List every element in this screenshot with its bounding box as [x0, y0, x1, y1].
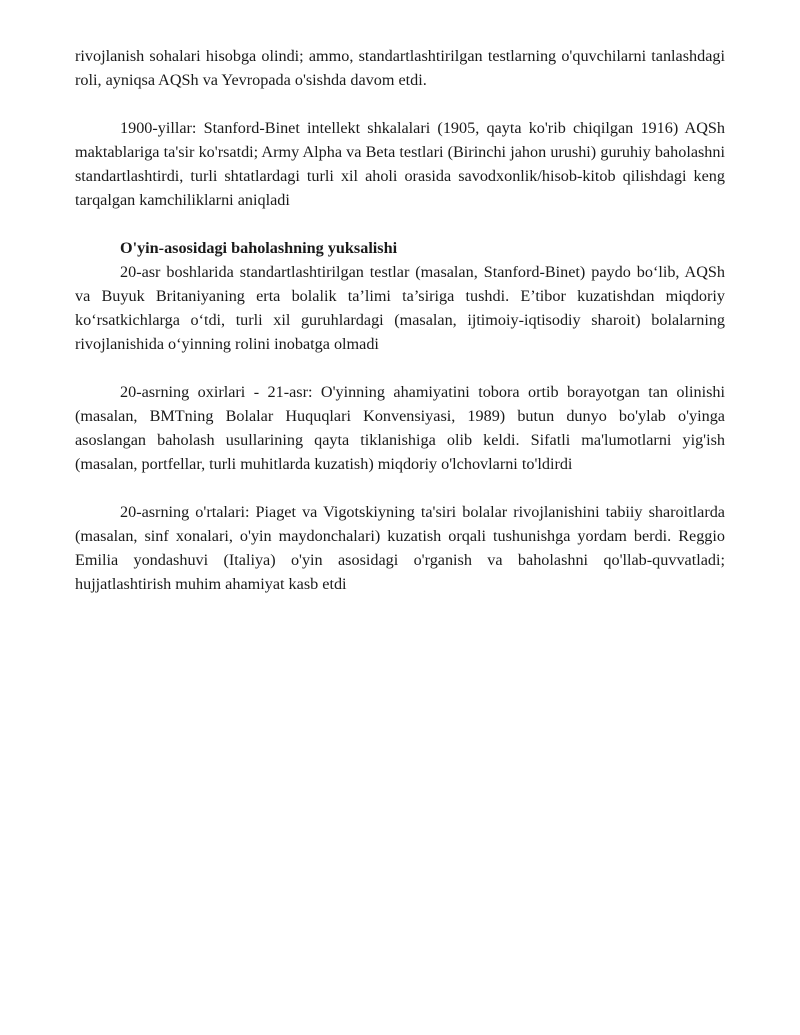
paragraph-1900s: 1900-yillar: Stanford-Binet intellekt shkalalari (1905, qayta ko'rib chiqilgan 1916) AQSh maktablariga ta'sir ko'rsatdi; Army Alpha va Beta testlari (Birinchi jahon urushi) guruhiy baholashni standartlashtirdi, turli shtatlardagi turli xil aholi orasida savodxonlik/hisob-kitob qilishdagi keng tarqalgan kamchiliklarni aniqladi: [75, 119, 725, 209]
paragraph-continuation: rivojlanish sohalari hisobga olindi; ammo, standartlashtirilgan testlarning o'quvchilarni tanlashdagi roli, ayniqsa AQSh va Yevropada o'sishda davom etdi.: [75, 47, 725, 89]
paragraph-mid-20th-century: 20-asrning o'rtalari: Piaget va Vigotskiyning ta'siri bolalar rivojlanishini tabiiy sharoitlarda (masalan, sinf xonalari, o'yin maydonchalari) kuzatish orqali tushunishga yordam berdi. Reggio Emilia yondashuvi (Italiya) o'yin asosidagi o'rganish va baholashni qo'llab-quvvatladi; hujjatlashtirish muhim ahamiyat kasb etdi: [75, 503, 725, 593]
document-page: [75, 44, 725, 596]
paragraph-early-20th-century: 20-asr boshlarida standartlashtirilgan testlar (masalan, Stanford-Binet) paydo bo‘lib, AQSh va Buyuk Britaniyaning erta bolalik ta’limi ta’siriga tushdi. E’tibor kuzatishdan miqdoriy ko‘rsatkichlarga o‘tdi, turli xil guruhlardagi (masalan, ijtimoiy-iqtisodiy sharoit) bolalarning rivojlanishida o‘yinning rolini inobatga olmadi: [75, 263, 725, 353]
section-heading: O'yin-asosidagi baholashning yuksalishi: [120, 239, 398, 257]
paragraph-late-20th-century: 20-asrning oxirlari - 21-asr: O'yinning ahamiyatini tobora ortib borayotgan tan olinishi (masalan, BMTning Bolalar Huquqlari Konvensiyasi, 1989) butun dunyo bo'ylab o'yinga asoslangan baholash usullarining qayta tiklanishiga olib keldi. Sifatli ma'lumotlarni yig'ish (masalan, portfellar, turli muhitlarda kuzatish) miqdoriy o'lchovlarni to'ldirdi: [75, 383, 725, 473]
